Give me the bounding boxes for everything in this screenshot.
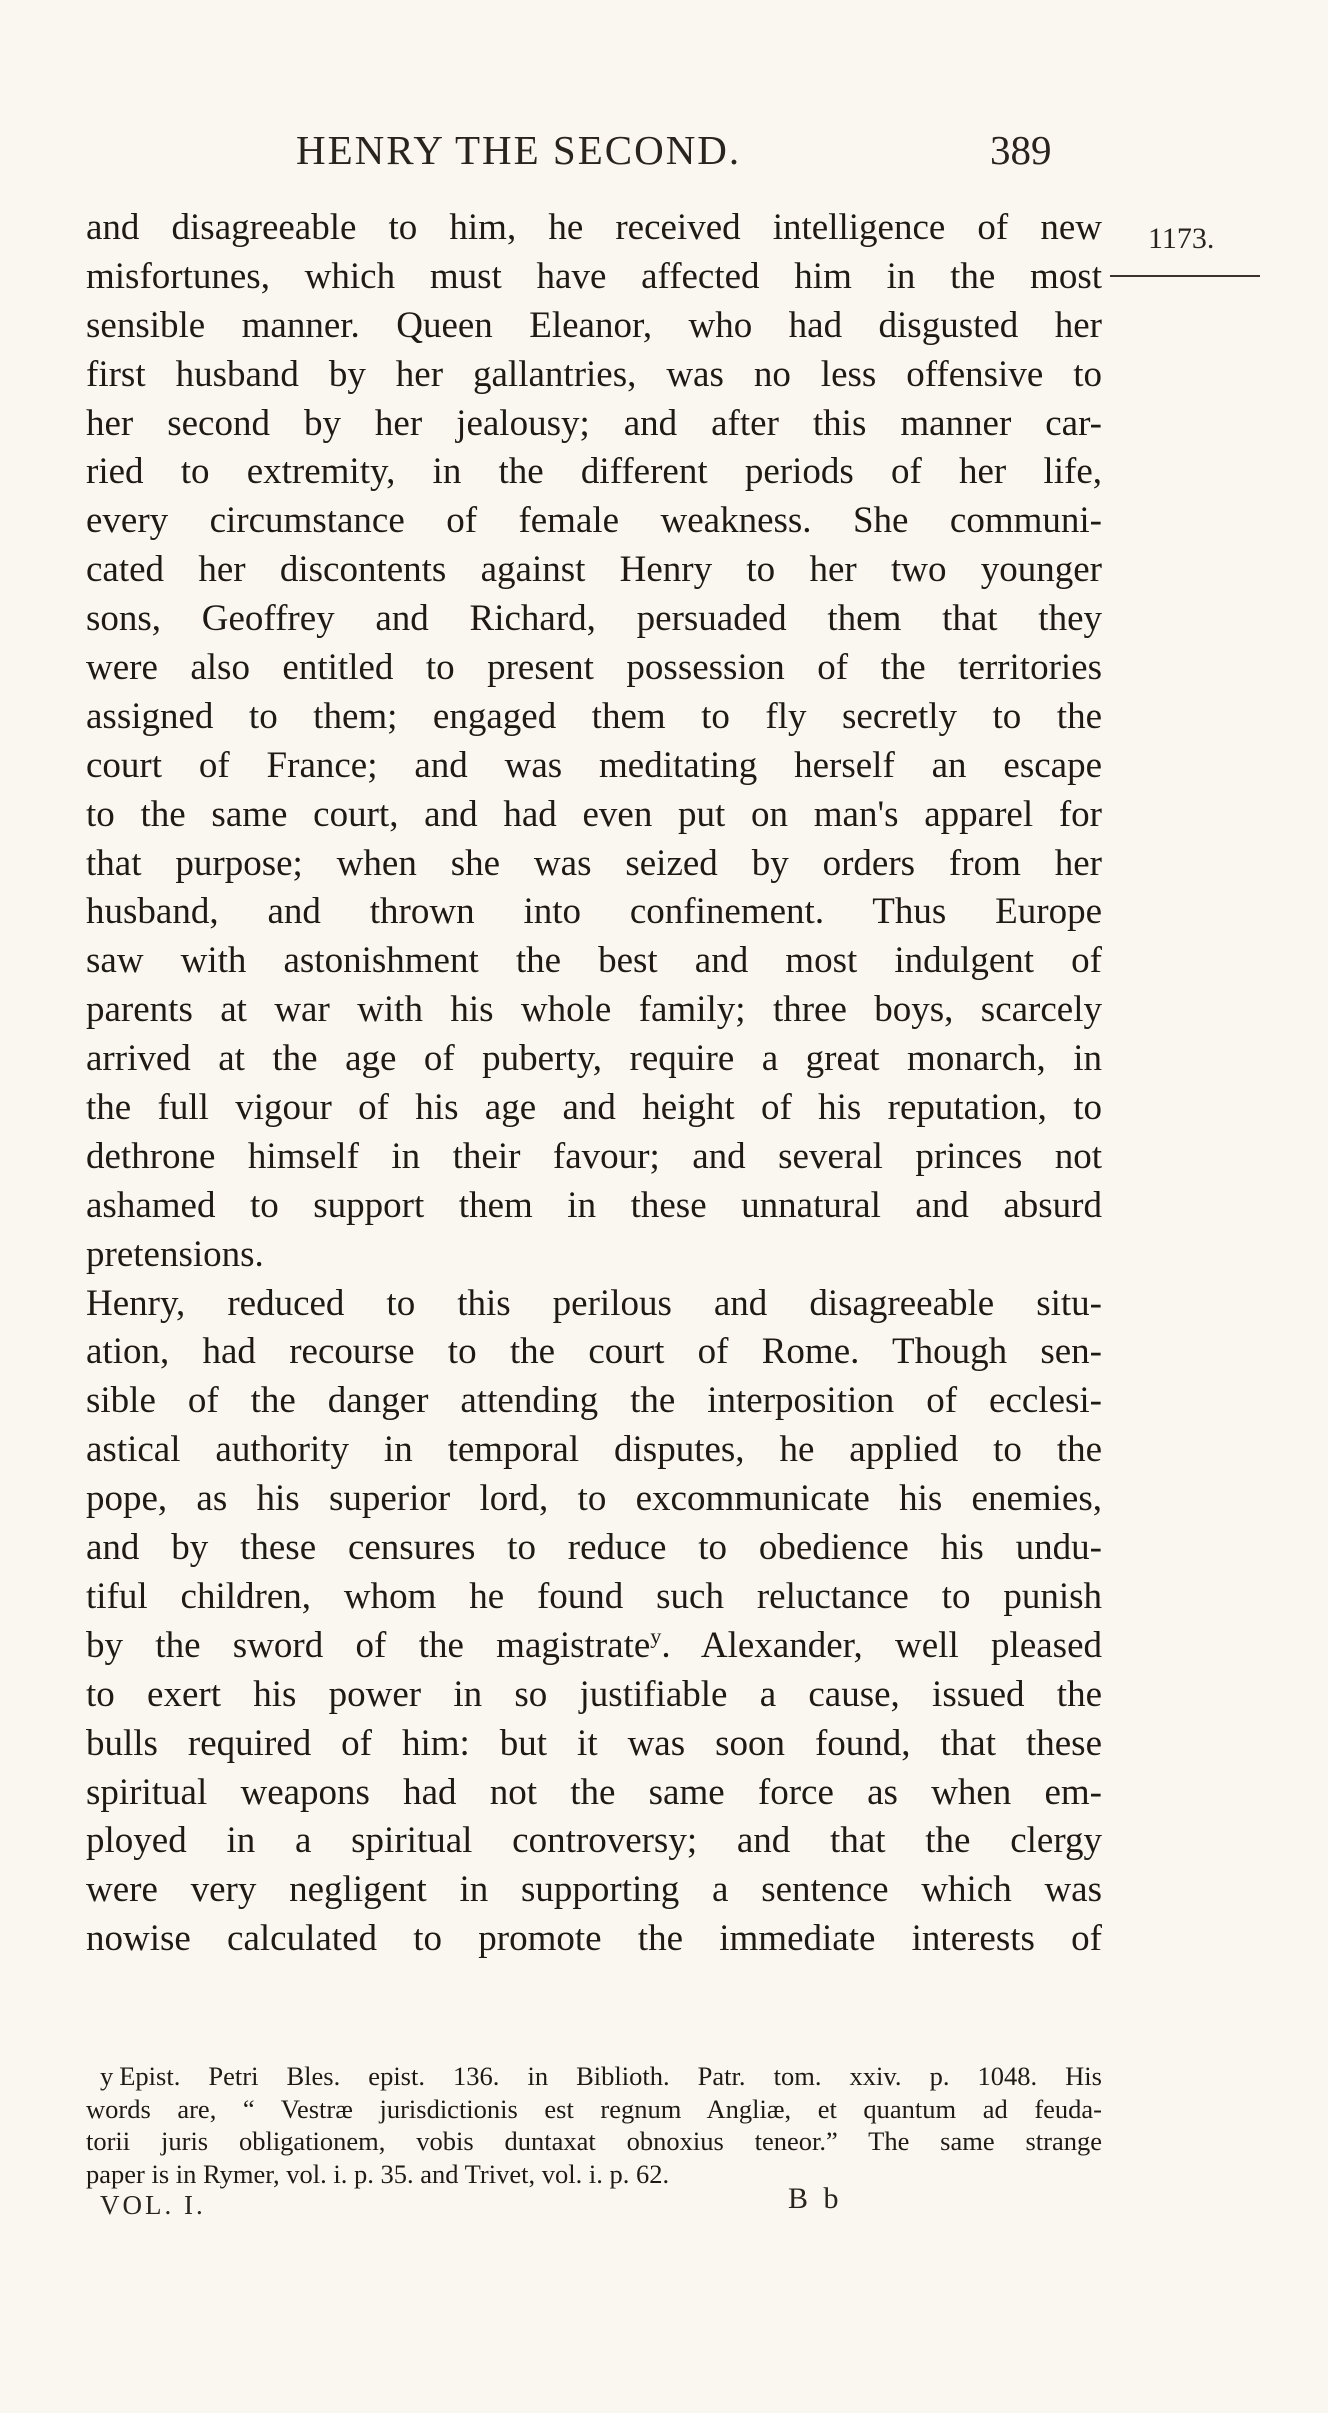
text-line: arrived at the age of puberty, require a great monarch, in — [86, 1038, 1102, 1080]
text-line: were very negligent in supporting a sentence which was — [86, 1869, 1102, 1911]
text-line: every circumstance of female weakness. She communi- — [86, 500, 1102, 542]
text-line: sensible manner. Queen Eleanor, who had disgusted her — [86, 304, 1102, 346]
text-line: and by these censures to reduce to obedience his undu- — [86, 1527, 1102, 1569]
footnote-marker: y — [100, 2061, 114, 2091]
text-line: were also entitled to present possession of the territories — [86, 647, 1102, 689]
text-line: ployed in a spiritual controversy; and that the clergy — [86, 1820, 1102, 1862]
text-line: first husband by her gallantries, was no less offensive to — [86, 353, 1102, 395]
text-line: tiful children, whom he found such reluctance to punish — [86, 1575, 1102, 1617]
text-line: assigned to them; engaged them to fly secretly to the — [86, 695, 1102, 737]
footnote-line: words are, “ Vestræ jurisdictionis est regnum Angliæ, et quantum ad feuda- — [86, 2093, 1102, 2124]
footnote-line — [86, 2060, 1102, 2093]
text-line: the full vigour of his age and height of his reputation, to — [86, 1087, 1102, 1129]
margin-rule — [1110, 275, 1260, 277]
text-line: pretensions. — [86, 1233, 264, 1275]
text-line: ashamed to support them in these unnatural and absurd — [86, 1184, 1102, 1226]
text-line: sible of the danger attending the interposition of ecclesi- — [86, 1380, 1102, 1422]
signature-mark: B b — [788, 2182, 843, 2215]
text-line-with-footnote-ref — [86, 1622, 1102, 1671]
text-line: astical authority in temporal disputes, he applied to the — [86, 1429, 1102, 1471]
text-line: cated her discontents against Henry to her two younger — [86, 549, 1102, 591]
footnote-text: Epist. Petri Bles. epist. 136. in Biblioth. Patr. tom. xxiv. p. 1048. His — [119, 2061, 1102, 2091]
text-line: Henry, reduced to this perilous and disagreeable situ- — [86, 1282, 1102, 1324]
text-line: nowise calculated to promote the immediate interests of — [86, 1918, 1102, 1960]
text-line: saw with astonishment the best and most indulgent of — [86, 940, 1102, 982]
text-line: sons, Geoffrey and Richard, persuaded them that they — [86, 598, 1102, 640]
text-line: that purpose; when she was seized by orders from her — [86, 842, 1102, 884]
text-line: to exert his power in so justifiable a cause, issued the — [86, 1673, 1102, 1715]
text-line: bulls required of him: but it was soon found, that these — [86, 1722, 1102, 1764]
text-line: and disagreeable to him, he received intelligence of new — [86, 207, 1102, 248]
footnote-line: paper is in Rymer, vol. i. p. 35. and Trivet, vol. i. p. 62. — [86, 2158, 670, 2189]
footnote — [86, 2060, 1102, 2190]
text-line: misfortunes, which must have affected him in the most — [86, 255, 1102, 297]
text-line: ried to extremity, in the different periods of her life, — [86, 451, 1102, 493]
text-fragment: . Alexander, well pleased — [661, 1624, 1102, 1666]
text-line: court of France; and was meditating herself an escape — [86, 744, 1102, 786]
running-title: HENRY THE SECOND. — [296, 127, 742, 173]
text-fragment: by the sword of the magistrate — [86, 1624, 651, 1666]
text-line: dethrone himself in their favour; and several princes not — [86, 1135, 1102, 1177]
footnote-reference: y — [650, 1623, 662, 1649]
text-line: husband, and thrown into confinement. Thus Europe — [86, 891, 1102, 933]
page-number: 389 — [990, 127, 1052, 173]
text-line: ation, had recourse to the court of Rome. Though sen- — [86, 1331, 1102, 1373]
text-line: to the same court, and had even put on man's apparel for — [86, 793, 1102, 835]
margin-year: 1173. — [1148, 222, 1215, 255]
footnote-line: torii juris obligationem, vobis duntaxat obnoxius teneor.” The same strange — [86, 2126, 1102, 2156]
volume-signature: VOL. I. — [100, 2190, 206, 2220]
text-line: pope, as his superior lord, to excommunicate his enemies, — [86, 1478, 1102, 1520]
text-line: her second by her jealousy; and after this manner car- — [86, 402, 1102, 444]
text-line: spiritual weapons had not the same force as when em- — [86, 1771, 1102, 1813]
text-line: parents at war with his whole family; three boys, scarcely — [86, 989, 1102, 1031]
body-text — [86, 204, 1102, 1964]
